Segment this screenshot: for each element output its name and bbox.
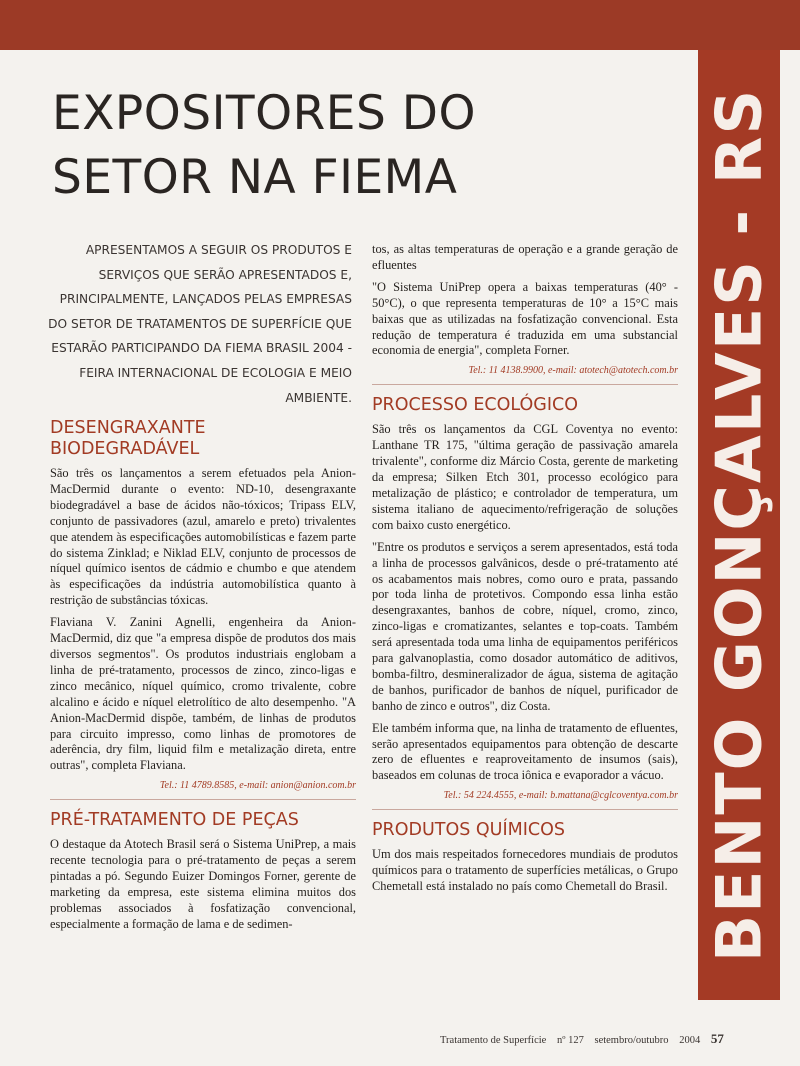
section-divider: [372, 384, 678, 385]
footer-issue: nº 127: [556, 1035, 584, 1046]
section-heading-line: BIODEGRADÁVEL: [50, 439, 200, 459]
page-title-line-1: EXPOSITORES DO: [52, 86, 476, 141]
paragraph: O destaque da Atotech Brasil será o Sistema UniPrep, a mais recente tecnologia para o pré-tratamento de peças a serem pintadas a pó. Segundo Euizer Domingos Forner, gerente de marketing da empresa, este sistema elimina muitos dos problemas associados à fosfatização convencional, especialmente a formação de lama e de sedimen-: [50, 837, 356, 931]
footer-magazine: Tratamento de Superfície: [440, 1035, 547, 1046]
footer-date: setembro/outubro: [594, 1035, 669, 1046]
side-location-label: BENTO GONÇALVES - RS: [702, 87, 776, 963]
footer-year: 2004: [679, 1035, 701, 1046]
page-footer: [440, 1031, 740, 1047]
section-divider: [50, 799, 356, 800]
section-heading: PRÉ-TRATAMENTO DE PEÇAS: [50, 810, 299, 831]
paragraph: Um dos mais respeitados fornecedores mundiais de produtos químicos para o tratamento de superfícies metálicas, o Grupo Chemetall está instalado no país como Chemetall do Brasil.: [372, 847, 678, 894]
section-heading: PRODUTOS QUÍMICOS: [372, 820, 566, 841]
side-color-band: [698, 50, 780, 1000]
page-title-line-2: SETOR NA FIEMA: [52, 150, 458, 205]
section-divider: [372, 809, 678, 810]
paragraph: Flaviana V. Zanini Agnelli, engenheira da Anion-MacDermid, diz que "a empresa dispõe de produtos dos mais diversos segmentos". Os produtos industriais englobam a linha de pré-tratamento, processos de zinco, zinco-ligas e zinco mecânico, níquel químico, cromo trivalente, cobre alcalino e ácido e níquel eletrolítico de alto desempenho. "A Anion-MacDermid dispõe, também, de linhas de produtos para circuito impresso, como linhas de promotores de aderência, dry film, liquid film e metalização direta, entre outras", completa Flaviana.: [50, 615, 356, 773]
paragraph: "Entre os produtos e serviços a serem apresentados, está toda a linha de processos galvânicos, desde o pré-tratamento até os acabamentos mais nobres, como ouro e prata, passando por toda linha de protetivos. Compondo essa linha estão desengraxantes, banhos de cobre, níquel, cromo, zinco, zinco-ligas e cromatizantes, selantes e top-coats. Também será apresentada toda uma linha de equipamentos periféricos para galvanoplastia, como dosador automático de aditivos, bomba-filtro, desmineralizador de água, sistema de agitação de banhos, purificador de banhos de níquel, purificador de banho de zinco e outros", diz Costa.: [372, 539, 678, 713]
paragraph: Ele também informa que, na linha de tratamento de efluentes, serão apresentados equipamentos para obtenção de descarte zero de efluentes e reaproveitamento de insumos (sais), baseados em colunas de troca iônica e evaporador a vácuo.: [372, 720, 678, 783]
contact-line: Tel.: 11 4789.8585, e-mail: anion@anion.com.br: [159, 780, 356, 792]
contact-line: Tel.: 11 4138.9900, e-mail: atotech@atotech.com.br: [468, 365, 678, 377]
paragraph: tos, as altas temperaturas de operação e a grande geração de efluentes: [372, 242, 678, 272]
page-title: [52, 82, 672, 210]
top-color-band: [0, 0, 800, 50]
section-heading: [50, 418, 356, 460]
section-right-column: [372, 242, 678, 901]
paragraph: "O Sistema UniPrep opera a baixas temperaturas (40° - 50°C), o que representa temperaturas de 10° a 15°C mais baixas que as utilizadas na fosfatização convencional. Esta redução de temperatura é traduzida em uma substancial economia de energia", completa Forner.: [372, 279, 678, 358]
paragraph: São três os lançamentos da CGL Coventya no evento: Lanthane TR 175, "última geração de passivação amarela trivalente", conforme diz Márcio Costa, gerente de marketing da empresa; Silken Etch 301, processo ecológico para metalização de plástico; e controlador de temperatura, um sistema italiano de aquecimento/refrigeração de soluções com baixo custo energético.: [372, 422, 678, 532]
page-number: 57: [710, 1031, 724, 1046]
paragraph: São três os lançamentos a serem efetuados pela Anion-MacDermid durante o evento: ND-10, desengraxante biodegradável a base de ácidos não-tóxicos; Tripass ELV, conjunto de passivadores (azul, amarelo e preto) trivalentes que atendem às especificações automobilísticas e fazem parte do sistema Zinklad; e Niklad ELV, conjunto de processos de níquel químico isentos de cádmio e chumbo e que atendem às especificações da indústria automobilística quanto à restrição de substâncias tóxicas.: [50, 466, 356, 608]
section-heading: PROCESSO ECOLÓGICO: [372, 395, 578, 416]
intro-text: APRESENTAMOS A SEGUIR OS PRODUTOS E SERVIÇOS QUE SERÃO APRESENTADOS E, PRINCIPALMENTE, LANÇADOS PELAS EMPRESAS DO SETOR DE TRATAMENTOS DE SUPERFÍCIE QUE ESTARÃO PARTICIPANDO DA FIEMA BRASIL 2004 - FEIRA INTERNACIONAL DE ECOLOGIA E MEIO AMBIENTE.: [48, 243, 352, 405]
section-desengraxante: [50, 418, 356, 939]
contact-line: Tel.: 54 224.4555, e-mail: b.mattana@cglcoventya.com.br: [443, 790, 678, 802]
section-heading-line: DESENGRAXANTE: [50, 418, 206, 438]
